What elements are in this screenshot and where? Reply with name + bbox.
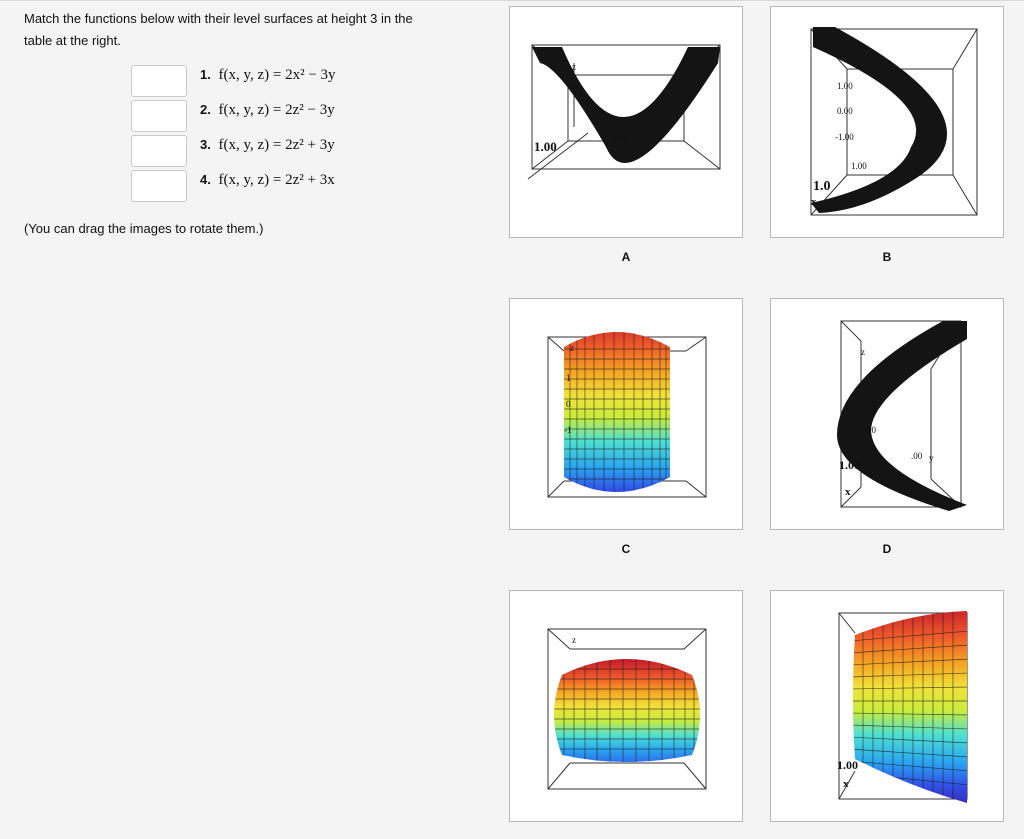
axis-label-z: z — [570, 343, 574, 353]
tick-label: 0.00 — [837, 106, 853, 116]
top-divider — [0, 0, 1024, 1]
function-number: 3. — [200, 137, 211, 152]
tick-label: 00 — [570, 81, 579, 91]
surface-panel-a[interactable] — [509, 6, 743, 238]
tick-label: 0.00 — [612, 132, 628, 142]
axis-label-y: y — [929, 453, 934, 463]
axis-label-z: z — [572, 635, 576, 645]
panel-letter-b: B — [882, 250, 892, 264]
tick-label: 0 — [566, 399, 571, 409]
surface-panel-b[interactable] — [770, 6, 1004, 238]
tick-label: 1.00 — [534, 139, 557, 154]
tick-label: 00 — [867, 399, 876, 409]
surface-plot-a[interactable] — [510, 7, 742, 237]
answer-input-4[interactable] — [131, 170, 187, 202]
panel-letter-a: A — [621, 250, 631, 264]
tick-label: 1.00 — [839, 458, 860, 472]
axis-label-z: z — [861, 347, 865, 357]
answer-input-2[interactable] — [131, 100, 187, 132]
tick-label: -1 — [564, 425, 572, 435]
surface-panel-e[interactable] — [509, 590, 743, 822]
tick-label: 1.00 — [837, 758, 858, 772]
surface-plot-c[interactable] — [510, 299, 742, 529]
panel-letter-d: D — [882, 542, 892, 556]
function-row-1 — [200, 67, 336, 84]
axis-label-x: x — [845, 486, 851, 498]
function-number: 1. — [200, 67, 211, 82]
tick-label: 1.00 — [837, 81, 853, 91]
function-row-2 — [200, 102, 335, 119]
rotate-hint: (You can drag the images to rotate them.) — [24, 221, 264, 236]
function-row-3 — [200, 137, 335, 154]
surface-plot-d[interactable] — [771, 299, 1003, 529]
axis-label-x: x — [811, 196, 817, 208]
tick-label: -1.00 — [835, 132, 854, 142]
answer-input-1[interactable] — [131, 65, 187, 97]
function-number: 4. — [200, 172, 211, 187]
tick-label: 00 — [867, 425, 876, 435]
question-prompt — [24, 8, 464, 52]
tick-label: 1.0 — [813, 179, 831, 194]
panel-letter-c: C — [621, 542, 631, 556]
function-expression: f(x, y, z) = 2z² − 3y — [218, 102, 335, 118]
function-row-4 — [200, 172, 335, 189]
tick-label: 1 — [566, 373, 571, 383]
tick-label: 1.00 — [851, 161, 867, 171]
axis-label-z: z — [572, 62, 576, 72]
surface-panel-c[interactable] — [509, 298, 743, 530]
function-expression: f(x, y, z) = 2z² + 3x — [218, 172, 335, 188]
tick-label: .00 — [911, 451, 923, 461]
surface-plot-f[interactable] — [771, 591, 1003, 821]
function-number: 2. — [200, 102, 211, 117]
axis-label-x: x — [843, 778, 849, 790]
surface-panel-d[interactable] — [770, 298, 1004, 530]
function-expression: f(x, y, z) = 2x² − 3y — [218, 67, 336, 83]
prompt-line-2: table at the right. — [24, 33, 121, 48]
answer-input-3[interactable] — [131, 135, 187, 167]
surface-plot-e[interactable] — [510, 591, 742, 821]
prompt-line-1: Match the functions below with their level surfaces at height 3 in the — [24, 11, 413, 26]
function-expression: f(x, y, z) = 2z² + 3y — [218, 137, 335, 153]
surface-plot-b[interactable] — [771, 7, 1003, 237]
surface-panel-f[interactable] — [770, 590, 1004, 822]
